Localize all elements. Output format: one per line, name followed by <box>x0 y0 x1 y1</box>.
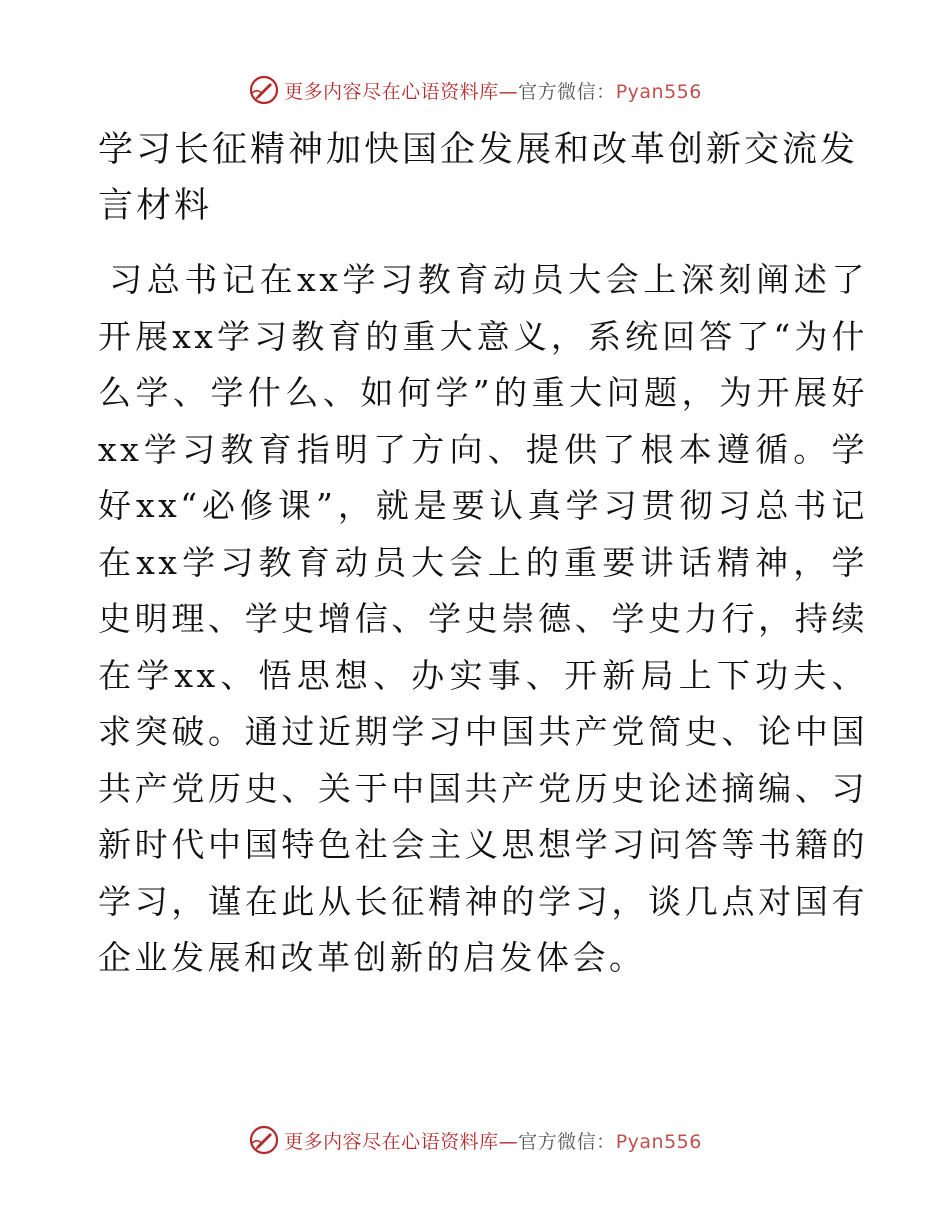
quill-logo-icon <box>248 74 280 106</box>
watermark-wechat-label: 官方微信： <box>518 1130 616 1153</box>
watermark-content <box>248 1124 702 1156</box>
document-paragraph <box>98 252 868 987</box>
paragraph-text: 习总书记在xx学习教育动员大会上深刻阐述了开展xx学习教育的重大意义，系统回答了“为什么学、学什么、如何学”的重大问题，为开展好xx学习教育指明了方向、提供了根本遵循。学好xx“必修课”，就是要认真学习贯彻习总书记在xx学习教育动员大会上的重要讲话精神，学史明理、学史增信、学史崇德、学史力行，持续在学xx、悟思想、办实事、开新局上下功夫、求突破。通过近期学习中国共产党简史、论中国共产党历史、关于中国共产党历史论述摘编、习新时代中国特色社会主义思想学习问答等书籍的学习，谨在此从长征精神的学习，谈几点对国有企业发展和改革创新的启发体会。 <box>98 260 868 977</box>
watermark-content <box>248 74 702 106</box>
watermark-separator: — <box>498 80 519 103</box>
watermark-banner-top <box>0 70 950 110</box>
watermark-separator: — <box>498 1130 519 1153</box>
watermark-wechat-label: 官方微信： <box>518 80 616 103</box>
watermark-wechat-id: Pyan556 <box>615 80 702 103</box>
watermark-text <box>284 77 702 104</box>
document-title: 学习长征精神加快国企发展和改革创新交流发言材料 <box>98 130 859 226</box>
watermark-main-text: 更多内容尽在心语资料库 <box>284 1130 499 1153</box>
watermark-main-text: 更多内容尽在心语资料库 <box>284 80 499 103</box>
watermark-text <box>284 1127 702 1154</box>
quill-logo-icon <box>248 1124 280 1156</box>
watermark-banner-bottom <box>0 1120 950 1160</box>
watermark-wechat-id: Pyan556 <box>615 1130 702 1153</box>
